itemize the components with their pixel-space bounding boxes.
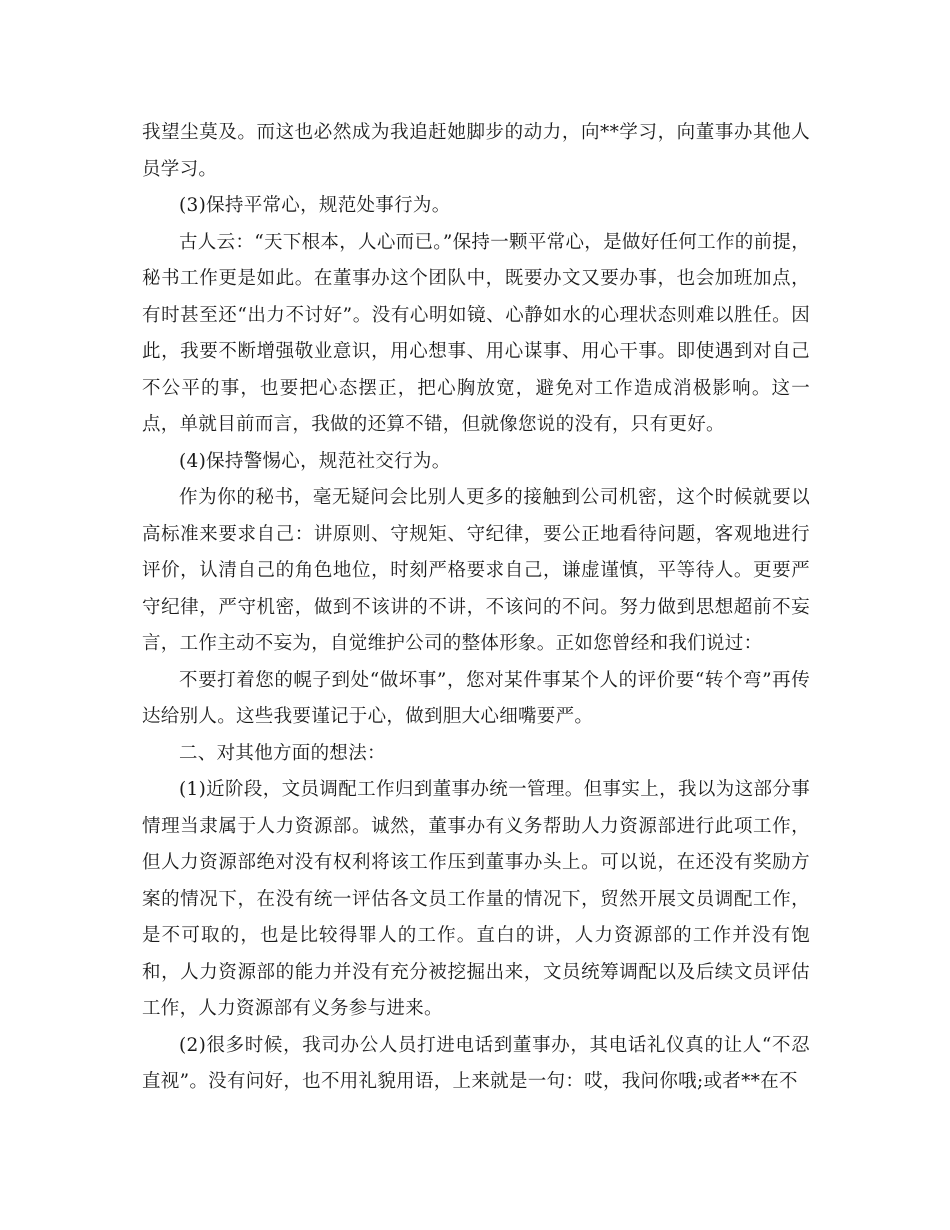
section-heading: 二、对其他方面的想法： (179, 742, 386, 764)
paragraph: (3)保持平常心，规范处事行为。 (179, 195, 451, 216)
paragraph: 古人云：“天下根本，人心而已。”保持一颗平常心，是做好任何工作的前提，秘书工作更是如此。在董事办这个团队中，既要办文又要办事，也会加班加点，有时甚至还“出力不讨好”。没有心明如镜、心静如水的心理状态则难以胜任。因此，我要不断增强敬业意识，用心想事、用心谋事、用心干事。即使遇到对自己不公平的事，也要把心态摆正，把心胸放宽，避免对工作造成消极影响。这一点，单就目前而言，我做的还算不错，但就像您说的没有，只有更好。 (142, 231, 810, 435)
paragraph: (1)近阶段，文员调配工作归到董事办统一管理。但事实上，我以为这部分事情理当隶属于人力资源部。诚然，董事办有义务帮助人力资源部进行此项工作，但人力资源部绝对没有权利将该工作压到董事办头上。可以说，在还没有奖励方案的情况下，在没有统一评估各文员工作量的情况下，贸然开展文员调配工作，是不可取的，也是比较得罪人的工作。直白的讲，人力资源部的工作并没有饱和，人力资源部的能力并没有充分被挖掘出来，文员统筹调配以及后续文员评估工作，人力资源部有义务参与进来。 (142, 779, 810, 1019)
paragraph: 我望尘莫及。而这也必然成为我追赶她脚步的动力，向**学习，向董事办其他人员学习。 (142, 122, 810, 180)
paragraph: 不要打着您的幌子到处“做坏事”，您对某件事某个人的评价要“转个弯”再传达给别人。这些我要谨记于心，做到胆大心细嘴要严。 (142, 669, 810, 727)
paragraph: (2)很多时候，我司办公人员打进电话到董事办，其电话礼仪真的让人“不忍直视”。没有问好，也不用礼貌用语，上来就是一句：哎，我问你哦;或者**在不 (142, 1034, 810, 1092)
document-body (142, 115, 810, 1101)
paragraph: (4)保持警惕心，规范社交行为。 (179, 450, 451, 472)
paragraph: 作为你的秘书，毫无疑问会比别人更多的接触到公司机密，这个时候就要以高标准来要求自己：讲原则、守规矩、守纪律，要公正地看待问题，客观地进行评价，认清自己的角色地位，时刻严格要求自己，谦虚谨慎，平等待人。更要严守纪律，严守机密，做到不该讲的不讲，不该问的不问。努力做到思想超前不妄言，工作主动不妄为，自觉维护公司的整体形象。正如您曾经和我们说过： (142, 487, 810, 654)
